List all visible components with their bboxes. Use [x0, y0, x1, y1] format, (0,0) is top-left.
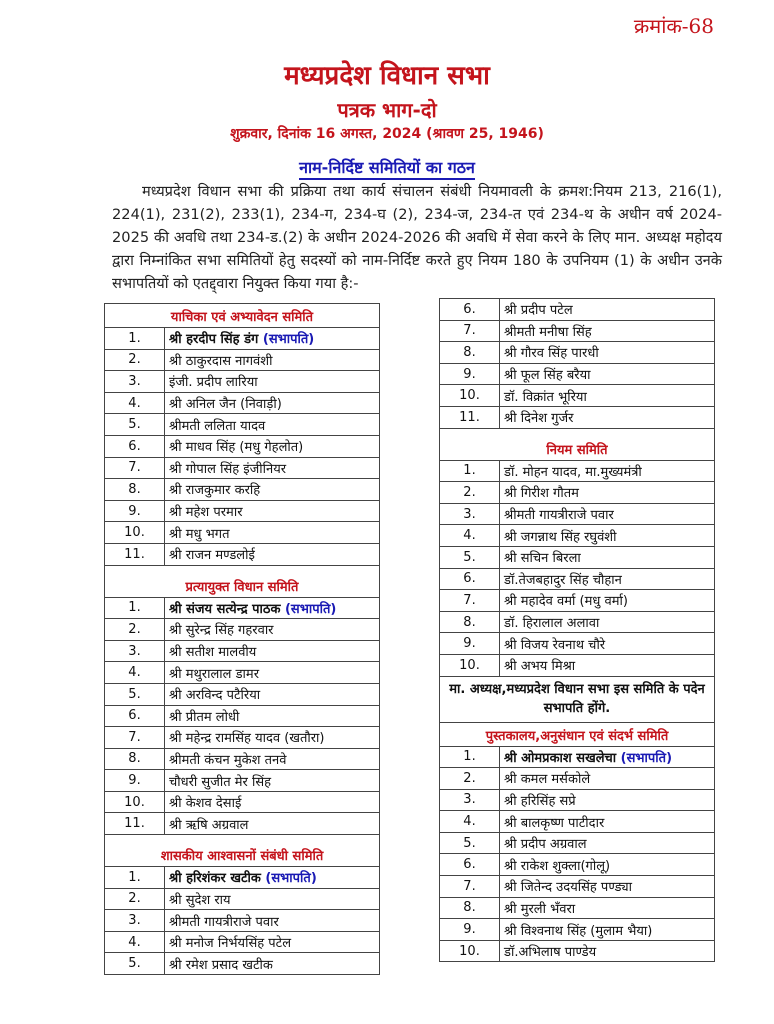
member-row	[105, 522, 380, 544]
chair-number: 1.	[105, 867, 165, 889]
member-number: 6.	[105, 705, 165, 727]
right-table-body	[440, 299, 715, 962]
member-row	[105, 888, 380, 910]
member-name: श्री प्रीतम लोधी	[165, 705, 380, 727]
member-number: 11.	[105, 813, 165, 835]
member-number: 4.	[440, 525, 500, 547]
member-row	[105, 479, 380, 501]
member-name: श्री अभय मिश्रा	[500, 654, 715, 676]
member-row	[105, 705, 380, 727]
chair-role: (सभापति)	[620, 750, 673, 766]
member-row	[440, 320, 715, 342]
member-number: 7.	[440, 320, 500, 342]
member-row	[105, 392, 380, 414]
member-number: 10.	[440, 940, 500, 962]
member-name: श्री जगन्नाथ सिंह रघुवंशी	[500, 525, 715, 547]
member-row	[105, 683, 380, 705]
chair-name: श्री संजय सत्येन्द्र पाठक	[169, 601, 285, 617]
member-number: 9.	[440, 363, 500, 385]
committee-title-row	[105, 304, 380, 328]
chair-role: (सभापति)	[262, 332, 315, 348]
member-number: 5.	[440, 546, 500, 568]
document-serial-number: क्रमांक-68	[633, 14, 714, 38]
member-name: चौधरी सुजीत मेर सिंह	[165, 770, 380, 792]
member-row	[440, 590, 715, 612]
member-name: श्री सतीश मालवीय	[165, 640, 380, 662]
member-row	[440, 611, 715, 633]
member-number: 7.	[440, 590, 500, 612]
member-number: 9.	[105, 770, 165, 792]
member-row	[440, 832, 715, 854]
member-row	[440, 525, 715, 547]
intro-paragraph	[112, 180, 722, 295]
member-number: 8.	[105, 748, 165, 770]
member-name: श्री महेन्द्र रामसिंह यादव (खतौरा)	[165, 727, 380, 749]
member-number: 7.	[440, 876, 500, 898]
member-row	[440, 342, 715, 364]
member-row	[440, 482, 715, 504]
section-heading-text: नाम-निर्दिष्ट समितियों का गठन	[299, 158, 475, 180]
member-name: श्री मधु भगत	[165, 522, 380, 544]
member-number: 8.	[440, 897, 500, 919]
chair-name: श्री हरदीप सिंह डंग	[169, 332, 263, 348]
chair-cell	[500, 746, 715, 768]
member-number: 6.	[105, 435, 165, 457]
chair-row	[105, 328, 380, 350]
member-row	[440, 876, 715, 898]
member-row	[105, 813, 380, 835]
member-name: श्री ठाकुरदास नागवंशी	[165, 349, 380, 371]
left-committee-table	[104, 303, 380, 975]
member-number: 10.	[105, 522, 165, 544]
member-number: 11.	[105, 543, 165, 565]
rules-note: मा. अध्यक्ष,मध्यप्रदेश विधान सभा इस समिति के पदेन सभापति होंगे.	[440, 676, 715, 722]
member-row	[440, 940, 715, 962]
member-row	[440, 854, 715, 876]
member-row	[105, 640, 380, 662]
section-heading	[0, 156, 774, 178]
member-number: 2.	[105, 349, 165, 371]
chair-number: 1.	[105, 597, 165, 619]
member-number: 10.	[105, 791, 165, 813]
chair-number: 1.	[105, 328, 165, 350]
member-name: श्री बालकृष्ण पाटीदार	[500, 811, 715, 833]
member-row	[105, 748, 380, 770]
member-name: श्री केशव देसाई	[165, 791, 380, 813]
committee-title-row	[105, 835, 380, 867]
member-row	[440, 919, 715, 941]
member-name: श्री सचिन बिरला	[500, 546, 715, 568]
chair-cell	[165, 597, 380, 619]
member-number: 6.	[440, 854, 500, 876]
member-row	[440, 811, 715, 833]
member-row	[105, 457, 380, 479]
member-name: श्री हरिसिंह सप्रे	[500, 789, 715, 811]
chair-row	[105, 867, 380, 889]
member-row	[105, 500, 380, 522]
chair-role: (सभापति)	[265, 871, 317, 887]
member-name: डॉ. हिरालाल अलावा	[500, 611, 715, 633]
member-name: श्री मुरली भँवरा	[500, 897, 715, 919]
member-name: श्री मथुरालाल डामर	[165, 662, 380, 684]
member-row	[105, 435, 380, 457]
chair-role: (सभापति)	[284, 601, 337, 617]
member-number: 4.	[440, 811, 500, 833]
member-number: 2.	[105, 888, 165, 910]
member-number: 4.	[105, 931, 165, 953]
member-row	[440, 768, 715, 790]
member-row	[440, 385, 715, 407]
member-number: 9.	[105, 500, 165, 522]
member-name: डॉ. मोहन यादव, मा.मुख्यमंत्री	[500, 460, 715, 482]
member-row	[440, 460, 715, 482]
member-row	[105, 543, 380, 565]
committee-title: शासकीय आश्वासनों संबंधी समिति	[105, 835, 380, 867]
member-number: 8.	[105, 479, 165, 501]
chair-row	[440, 746, 715, 768]
member-name: श्री राजकुमार करहि	[165, 479, 380, 501]
member-number: 7.	[105, 457, 165, 479]
member-number: 5.	[440, 832, 500, 854]
member-number: 11.	[440, 406, 500, 428]
member-number: 5.	[105, 683, 165, 705]
member-row	[105, 931, 380, 953]
member-name: श्रीमती कंचन मुकेश तनवे	[165, 748, 380, 770]
member-name: श्री सुरेन्द्र सिंह गहरवार	[165, 619, 380, 641]
member-row	[105, 414, 380, 436]
chair-name: श्री ओमप्रकाश सखलेचा	[504, 750, 621, 766]
member-name: डॉ. विक्रांत भूरिया	[500, 385, 715, 407]
member-row	[105, 770, 380, 792]
document-date: शुक्रवार, दिनांक 16 अगस्त, 2024 (श्रावण 25, 1946)	[230, 126, 544, 142]
member-name: श्री सुदेश राय	[165, 888, 380, 910]
member-row	[440, 897, 715, 919]
intro-text: मध्यप्रदेश विधान सभा की प्रक्रिया तथा कार्य संचालन संबंधी नियमावली के क्रमश:नियम 213, 216(1), 224(1), 231(2), 233(1), 234-ग, 234-घ (2), 234-ज, 234-त एवं 234-थ के अधीन वर्ष 2024-2025 की अवधि तथा 234-ड.(2) के अधीन 2024-2026 की अवधि में सेवा करने के लिए मान. अध्यक्ष महोदय द्वारा निम्नांकित सभा समितियों हेतु सदस्यों को नाम-निर्दिष्ट करते हुए नियम 180 के उपनियम (1) के अधीन उनके सभापतियों को एतद्द्वारा नियुक्त किया गया है:-	[112, 183, 722, 292]
member-name: डॉ.तेजबहादुर सिंह चौहान	[500, 568, 715, 590]
right-committee-table	[439, 298, 715, 962]
document-title: मध्यप्रदेश विधान सभा	[284, 61, 490, 91]
member-row	[440, 299, 715, 321]
member-number: 9.	[440, 919, 500, 941]
member-row	[440, 503, 715, 525]
committee-title: याचिका एवं अभ्यावेदन समिति	[105, 304, 380, 328]
member-row	[105, 727, 380, 749]
member-name: श्रीमती गायत्रीराजे पवार	[165, 910, 380, 932]
chair-row	[105, 597, 380, 619]
member-number: 1.	[440, 460, 500, 482]
member-name: श्री ऋषि अग्रवाल	[165, 813, 380, 835]
member-name: श्री महेश परमार	[165, 500, 380, 522]
member-row	[440, 406, 715, 428]
member-row	[440, 546, 715, 568]
member-name: श्रीमती ललिता यादव	[165, 414, 380, 436]
member-name: श्री विजय रेवनाथ चौरे	[500, 633, 715, 655]
committee-title-row	[440, 428, 715, 460]
member-row	[105, 662, 380, 684]
member-name: श्री दिनेश गुर्जर	[500, 406, 715, 428]
committee-title-row	[105, 565, 380, 597]
document-subtitle: पत्रक भाग-दो	[337, 98, 437, 122]
left-table-body	[105, 304, 380, 975]
member-row	[440, 633, 715, 655]
member-number: 5.	[105, 414, 165, 436]
member-name: श्री कमल मर्सकोले	[500, 768, 715, 790]
member-name: श्री विश्वनाथ सिंह (मुलाम भैया)	[500, 919, 715, 941]
member-name: श्री माधव सिंह (मधु गेहलोत)	[165, 435, 380, 457]
member-row	[440, 568, 715, 590]
member-name: श्री मनोज निर्भयसिंह पटेल	[165, 931, 380, 953]
member-name: श्री फूल सिंह बरैया	[500, 363, 715, 385]
member-number: 3.	[105, 640, 165, 662]
member-number: 8.	[440, 611, 500, 633]
member-name: श्री प्रदीप पटेल	[500, 299, 715, 321]
member-name: श्री गोपाल सिंह इंजीनियर	[165, 457, 380, 479]
member-number: 10.	[440, 385, 500, 407]
chair-cell	[165, 867, 380, 889]
member-number: 10.	[440, 654, 500, 676]
member-number: 2.	[105, 619, 165, 641]
member-number: 3.	[440, 503, 500, 525]
member-row	[105, 371, 380, 393]
member-row	[440, 789, 715, 811]
member-name: श्री गौरव सिंह पारधी	[500, 342, 715, 364]
member-number: 5.	[105, 953, 165, 975]
member-name: श्रीमती मनीषा सिंह	[500, 320, 715, 342]
member-number: 9.	[440, 633, 500, 655]
chair-cell	[165, 328, 380, 350]
member-name: श्री राकेश शुक्ला(गोलू)	[500, 854, 715, 876]
member-number: 4.	[105, 392, 165, 414]
member-name: डॉ.अभिलाष पाण्डेय	[500, 940, 715, 962]
member-number: 2.	[440, 768, 500, 790]
member-name: श्री प्रदीप अग्रवाल	[500, 832, 715, 854]
member-number: 6.	[440, 568, 500, 590]
member-number: 3.	[105, 371, 165, 393]
member-row	[440, 363, 715, 385]
chair-name: श्री हरिशंकर खटीक	[169, 871, 266, 887]
member-row	[105, 619, 380, 641]
member-number: 6.	[440, 299, 500, 321]
member-row	[105, 953, 380, 975]
member-name: श्री राजन मण्डलोई	[165, 543, 380, 565]
member-name: श्रीमती गायत्रीराजे पवार	[500, 503, 715, 525]
member-row	[105, 910, 380, 932]
chair-number: 1.	[440, 746, 500, 768]
member-row	[105, 791, 380, 813]
member-row	[440, 654, 715, 676]
member-name: श्री अनिल जैन (निवाड़ी)	[165, 392, 380, 414]
member-number: 3.	[105, 910, 165, 932]
member-number: 4.	[105, 662, 165, 684]
member-name: श्री गिरीश गौतम	[500, 482, 715, 504]
member-number: 3.	[440, 789, 500, 811]
committee-title: पुस्तकालय,अनुसंधान एवं संदर्भ समिति	[440, 722, 715, 746]
committee-title: प्रत्यायुक्त विधान समिति	[105, 565, 380, 597]
member-name: श्री जितेन्द उदयसिंह पण्ड्या	[500, 876, 715, 898]
member-number: 7.	[105, 727, 165, 749]
member-name: श्री रमेश प्रसाद खटीक	[165, 953, 380, 975]
member-number: 2.	[440, 482, 500, 504]
member-name: इंजी. प्रदीप लारिया	[165, 371, 380, 393]
committee-title-row	[440, 722, 715, 746]
member-name: श्री अरविन्द पटैरिया	[165, 683, 380, 705]
rules-note-row	[440, 676, 715, 722]
member-number: 8.	[440, 342, 500, 364]
member-name: श्री महादेव वर्मा (मधु वर्मा)	[500, 590, 715, 612]
member-row	[105, 349, 380, 371]
committee-title: नियम समिति	[440, 428, 715, 460]
